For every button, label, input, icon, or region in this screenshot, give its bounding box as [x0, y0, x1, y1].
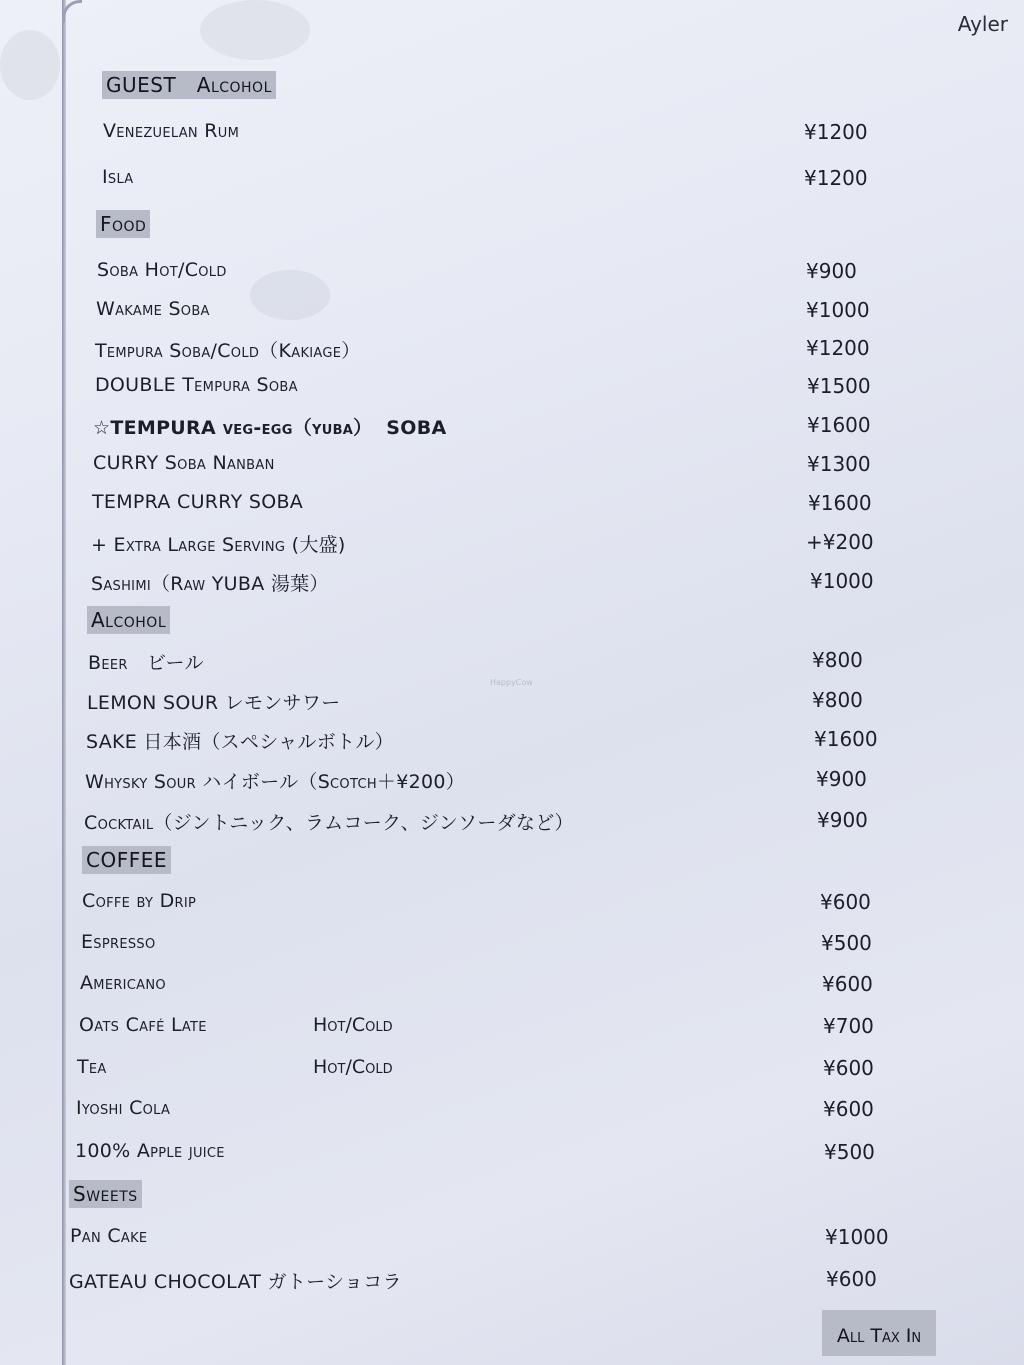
item-name: ☆TEMPURA veg-egg（yuba） SOBA — [93, 417, 447, 439]
item-price: ¥600 — [822, 972, 873, 996]
section-header-sweets: Sweets — [69, 1180, 142, 1208]
item-price: ¥1000 — [810, 569, 874, 593]
menu-item — [0, 259, 1024, 287]
section-header-food: Food — [96, 210, 150, 238]
menu-item — [0, 336, 1024, 364]
item-name: Oats Café Late — [79, 1014, 207, 1036]
menu-item — [0, 648, 1024, 676]
item-price: ¥1200 — [804, 120, 868, 144]
menu-item — [0, 491, 1024, 519]
item-price: ¥1600 — [808, 491, 872, 515]
menu-item — [0, 767, 1024, 795]
item-price: ¥900 — [806, 259, 857, 283]
menu-item — [0, 120, 1024, 148]
menu-item — [0, 1267, 1024, 1295]
section-header-guest-alcohol: GUEST Alcohol — [102, 71, 276, 99]
menu-item — [0, 413, 1024, 441]
item-name: LEMON SOUR レモンサワー — [87, 692, 341, 714]
item-name: + Extra Large Serving (大盛) — [91, 534, 346, 556]
item-name: DOUBLE Tempura Soba — [95, 374, 298, 396]
item-price: ¥1200 — [804, 166, 868, 190]
menu-item — [0, 972, 1024, 1000]
menu-item — [0, 727, 1024, 755]
item-price: ¥1500 — [807, 374, 871, 398]
item-name: Coffe by Drip — [82, 890, 197, 912]
item-name: Isla — [102, 166, 134, 188]
menu-item — [0, 1140, 1024, 1168]
menu-item — [0, 298, 1024, 326]
item-name: Iyoshi Cola — [76, 1097, 171, 1119]
item-price: ¥1000 — [825, 1225, 889, 1249]
item-price: ¥600 — [823, 1056, 874, 1080]
item-name: TEMPRA CURRY SOBA — [92, 491, 304, 513]
item-price: ¥800 — [812, 688, 863, 712]
menu-item — [0, 890, 1024, 918]
menu-item — [0, 1056, 1024, 1084]
item-name: Soba Hot/Cold — [97, 259, 227, 281]
menu-item — [0, 1225, 1024, 1253]
item-name: Whysky Sour ハイボール（Scotch＋¥200） — [85, 771, 466, 793]
item-name: SAKE 日本酒（スペシャルボトル） — [86, 731, 394, 753]
item-name: Beer ビール — [88, 652, 204, 674]
tax-note: All Tax In — [822, 1310, 936, 1356]
menu-item — [0, 530, 1024, 558]
item-name: Sashimi（Raw YUBA 湯葉） — [91, 573, 329, 595]
menu-item — [0, 452, 1024, 480]
item-name: Cocktail（ジントニック、ラムコーク、ジンソーダなど） — [84, 812, 574, 834]
item-price: ¥800 — [812, 648, 863, 672]
menu-item — [0, 166, 1024, 194]
menu-item — [0, 931, 1024, 959]
item-price: ¥700 — [823, 1014, 874, 1038]
item-price: ¥500 — [824, 1140, 875, 1164]
menu-item — [0, 688, 1024, 716]
item-price: ¥1000 — [806, 298, 870, 322]
item-price: ¥900 — [816, 767, 867, 791]
item-price: +¥200 — [806, 530, 874, 554]
item-option: Hot/Cold — [313, 1014, 393, 1036]
item-name: Wakame Soba — [96, 298, 210, 320]
menu-item — [0, 808, 1024, 836]
item-name: Espresso — [81, 931, 156, 953]
section-header-coffee: COFFEE — [82, 846, 171, 874]
menu-item — [0, 1097, 1024, 1125]
item-name: Tempura Soba/Cold（Kakiage） — [95, 340, 361, 362]
item-name: Americano — [80, 972, 166, 994]
item-name: Pan Cake — [70, 1225, 148, 1247]
item-name: CURRY Soba Nanban — [93, 452, 275, 474]
item-name: Venezuelan Rum — [103, 120, 240, 142]
item-name: Tea — [77, 1056, 107, 1078]
item-price: ¥1300 — [807, 452, 871, 476]
menu-item — [0, 569, 1024, 597]
item-price: ¥900 — [817, 808, 868, 832]
brand-name: Ayler — [957, 12, 1008, 36]
item-price: ¥500 — [821, 931, 872, 955]
item-price: ¥600 — [826, 1267, 877, 1291]
section-header-alcohol: Alcohol — [87, 606, 170, 634]
item-name: GATEAU CHOCOLAT ガトーショコラ — [69, 1271, 402, 1293]
item-price: ¥600 — [823, 1097, 874, 1121]
menu-item — [0, 1014, 1024, 1042]
item-price: ¥1200 — [806, 336, 870, 360]
item-price: ¥1600 — [807, 413, 871, 437]
item-option: Hot/Cold — [313, 1056, 393, 1078]
watermark: HappyCow — [490, 678, 533, 687]
item-price: ¥600 — [820, 890, 871, 914]
item-price: ¥1600 — [814, 727, 878, 751]
menu-item — [0, 374, 1024, 402]
item-name: 100% Apple juice — [75, 1140, 225, 1162]
